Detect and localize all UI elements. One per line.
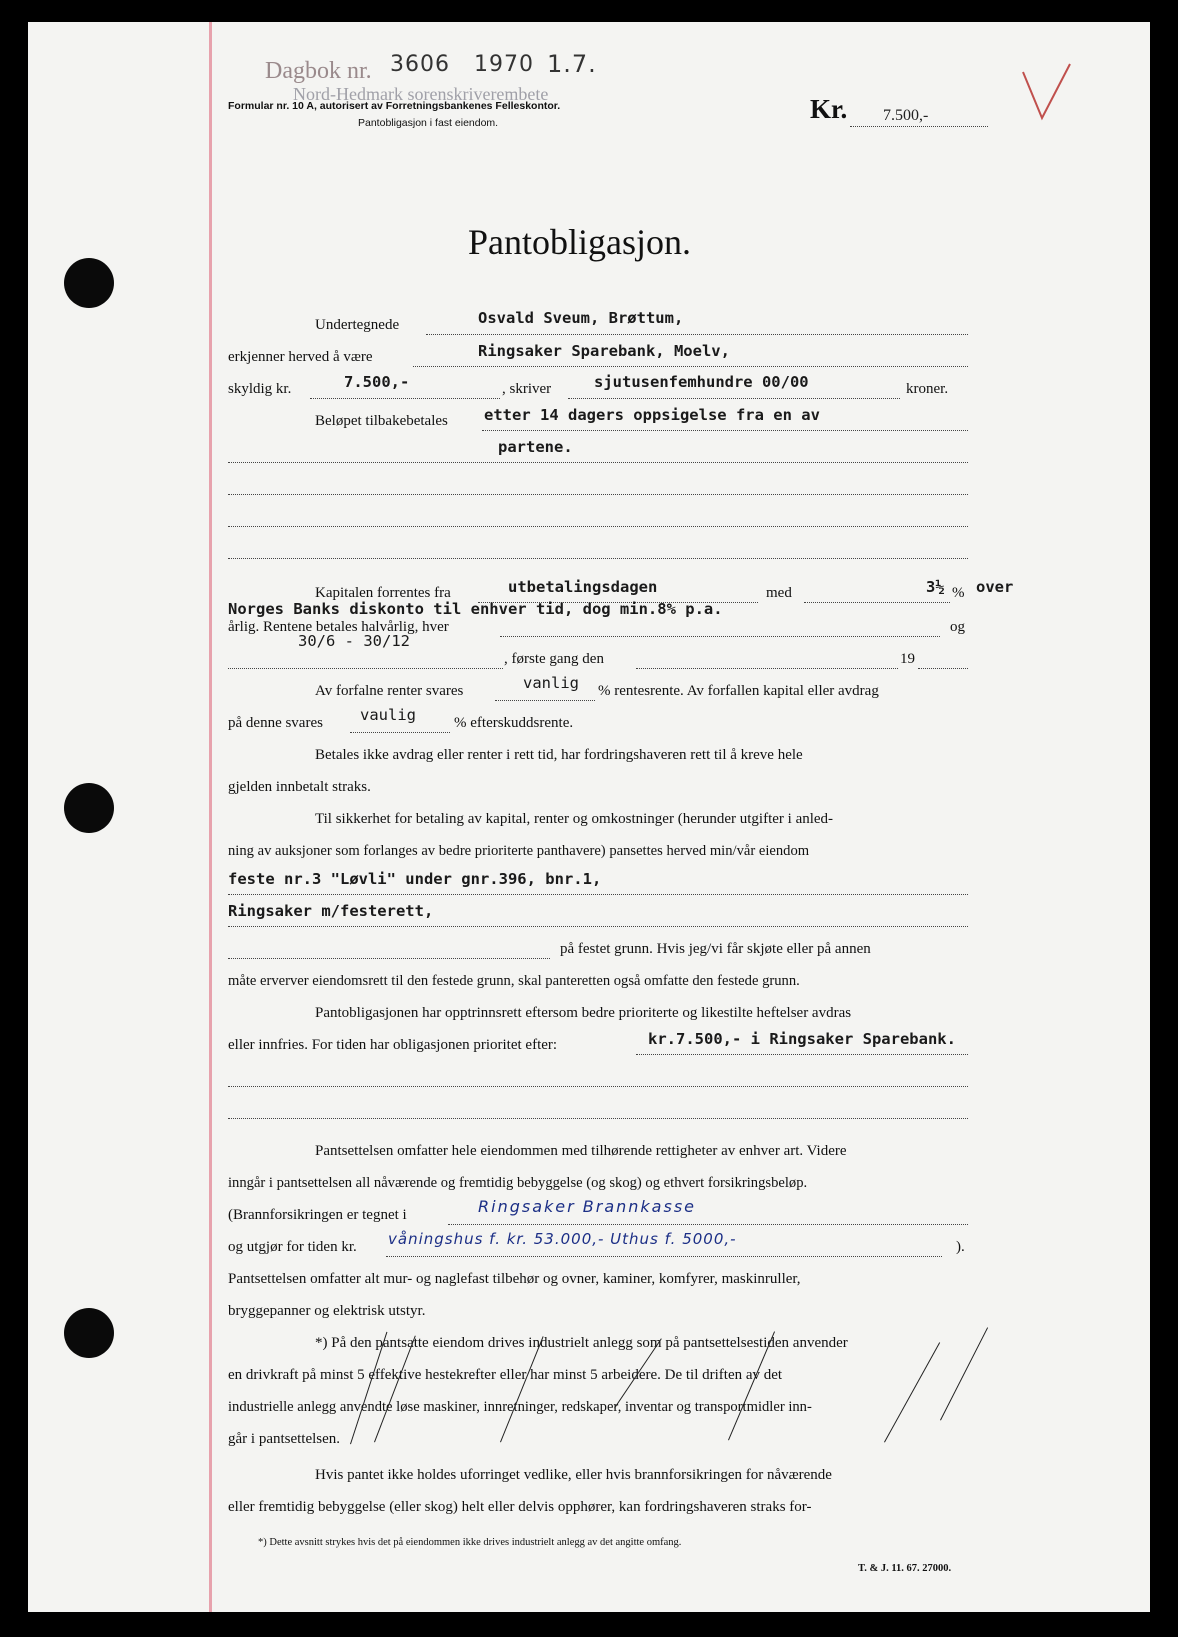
- undertegnede-value: Osvald Sveum, Brøttum,: [478, 309, 684, 327]
- field-line: [228, 1086, 968, 1087]
- field-line: [500, 636, 940, 637]
- formular-line: Formular nr. 10 A, autorisert av Forretningsbankenes Felleskontor.: [228, 100, 561, 112]
- skriver-value: sjutusenfemhundre 00/00: [594, 373, 809, 391]
- med-label: med: [766, 585, 792, 601]
- field-line: [804, 602, 950, 603]
- denne-label: på denne svares: [228, 715, 323, 731]
- industri-line-2: en drivkraft på minst 5 effektive hestekrefter eller har minst 5 arbeidere. De til driften av det: [228, 1367, 783, 1383]
- omfatter-line-2: inngår i pantsettelsen all nåværende og fremtidig bebyggelse (og skog) og ethvert forsikringsbeløp.: [228, 1175, 808, 1191]
- vedlike-line-1: Hvis pantet ikke holdes uforringet vedlike, eller hvis brannforsikringen for nåværende: [315, 1467, 832, 1483]
- belopet-label: Beløpet tilbakebetales: [315, 413, 448, 429]
- field-line: [228, 462, 968, 463]
- erkjenner-value: Ringsaker Sparebank, Moelv,: [478, 342, 730, 360]
- omfatter-line-1: Pantsettelsen omfatter hele eiendommen med tilhørende rettigheter av enhver art. Videre: [315, 1143, 847, 1159]
- field-line: [228, 958, 550, 959]
- field-line: [918, 668, 968, 669]
- document-page: [28, 22, 1150, 1612]
- field-line: [228, 494, 968, 495]
- vedlike-line-2: eller fremtidig bebyggelse (eller skog) helt eller delvis opphører, kan fordringshaveren straks for-: [228, 1499, 812, 1515]
- punch-hole-icon: [64, 258, 114, 308]
- efterskudd-label: % efterskuddsrente.: [454, 715, 574, 731]
- field-line: [636, 1054, 968, 1055]
- field-line: [228, 668, 503, 669]
- field-line: [568, 398, 900, 399]
- sikkerhet-line-2: ning av auksjoner som forlanges av bedre prioriterte panthavere) pansettes herved min/vår eiendom: [228, 843, 810, 859]
- festet-line-2: måte erverver eiendomsrett til den festede grunn, skal panteretten også omfatte den festede grunn.: [228, 973, 800, 989]
- document-title: Pantobligasjon.: [468, 222, 691, 262]
- formular-sub: Pantobligasjon i fast eiendom.: [358, 117, 499, 129]
- mur-line-1: Pantsettelsen omfatter alt mur- og naglefast tilbehør og ovner, kaminer, komfyrer, maskinruller,: [228, 1271, 801, 1287]
- erkjenner-label: erkjenner herved å være: [228, 349, 373, 365]
- field-line: [228, 926, 968, 927]
- amount-label: Kr.: [810, 94, 848, 124]
- eiendom-value-1: feste nr.3 "Løvli" under gnr.396, bnr.1,: [228, 870, 602, 888]
- dagbok-year: 1970: [474, 52, 534, 77]
- over-value: over: [976, 578, 1014, 596]
- field-line: [448, 1224, 968, 1225]
- utgjor-value: våningshus f. kr. 53.000,- Uthus f. 5000,-: [388, 1230, 737, 1248]
- og-label: og: [950, 619, 965, 635]
- skyldig-label: skyldig kr.: [228, 381, 292, 397]
- festet-line-1: på festet grunn. Hvis jeg/vi får skjøte eller på annen: [560, 941, 871, 957]
- strike-mark: [500, 1336, 544, 1442]
- field-line: [386, 1256, 942, 1257]
- strike-mark: [884, 1342, 940, 1442]
- punch-hole-icon: [64, 1308, 114, 1358]
- sikkerhet-line-1: Til sikkerhet for betaling av kapital, renter og omkostninger (herunder utgifter i anled-: [315, 811, 834, 827]
- kapitalen-value: utbetalingsdagen: [508, 578, 658, 596]
- dagbok-label: Dagbok nr.: [265, 58, 372, 84]
- skriver-label: , skriver: [502, 381, 552, 397]
- skyldig-value: 7.500,-: [344, 373, 410, 391]
- amount-value: 7.500,-: [883, 107, 929, 124]
- rate-value: 3½: [926, 578, 945, 596]
- dagbok-number: 3606: [390, 52, 450, 77]
- checkmark-icon: [1018, 60, 1078, 130]
- dagbok-date: 1.7.: [547, 50, 597, 78]
- prioritet-value: kr.7.500,- i Ringsaker Sparebank.: [648, 1030, 956, 1048]
- year-label: 19: [900, 651, 915, 667]
- belopet-value-1: etter 14 dagers oppsigelse fra en av: [484, 406, 820, 424]
- betales-line-2: gjelden innbetalt straks.: [228, 779, 371, 795]
- forste-label: , første gang den: [504, 651, 604, 667]
- eiendom-value-2: Ringsaker m/festerett,: [228, 902, 434, 920]
- field-line: [228, 894, 968, 895]
- brann-value: Ringsaker Brannkasse: [478, 1197, 696, 1216]
- field-line: [495, 700, 595, 701]
- belopet-value-2: partene.: [498, 438, 573, 456]
- brann-label: (Brannforsikringen er tegnet i: [228, 1207, 407, 1223]
- dates-value: 30/6 - 30/12: [298, 632, 410, 650]
- arlig-label: årlig. Rentene betales halvårlig, hver: [228, 619, 449, 635]
- utgjor-label: og utgjør for tiden kr.: [228, 1239, 357, 1255]
- footnote: *) Dette avsnitt strykes hvis det på eiendommen ikke drives industrielt anlegg av det angitte omfang.: [258, 1537, 682, 1548]
- opptrinn-line-1: Pantobligasjonen har opptrinnsrett eftersom bedre prioriterte og likestilte heftelser avdras: [315, 1005, 852, 1021]
- field-line: [350, 732, 450, 733]
- utgjor-close: ).: [956, 1239, 965, 1255]
- industri-line-1: *) På den pantsatte eiendom drives industrielt anlegg som på pantsettelsestiden anvender: [315, 1335, 848, 1351]
- industri-line-4: går i pantsettelsen.: [228, 1431, 341, 1447]
- field-line: [310, 398, 500, 399]
- printer-mark: T. & J. 11. 67. 27000.: [858, 1563, 952, 1574]
- field-line: [426, 334, 968, 335]
- field-line: [636, 668, 898, 669]
- field-line: [228, 526, 968, 527]
- rentesrente-label: % rentesrente. Av forfallen kapital eller avdrag: [598, 683, 879, 699]
- norges-value: Norges Banks diskonto til enhver tid, dog min.8% p.a.: [228, 600, 723, 618]
- opptrinn-line-2: eller innfries. For tiden har obligasjonen prioritet efter:: [228, 1037, 558, 1053]
- industri-line-3: industrielle anlegg anvendte løse maskiner, innretninger, redskaper, inventar og transportmidler inn-: [228, 1399, 812, 1415]
- kapitalen-label: Kapitalen forrentes fra: [315, 585, 451, 601]
- forfalne-value: vanlig: [523, 674, 579, 692]
- mur-line-2: bryggepanner og elektrisk utstyr.: [228, 1303, 426, 1319]
- court-stamp: Nord-Hedmark sorenskriverembete: [293, 84, 549, 104]
- field-line: [413, 366, 968, 367]
- field-line: [482, 430, 968, 431]
- forfalne-label: Av forfalne renter svares: [315, 683, 464, 699]
- denne-value: vaulig: [360, 706, 416, 724]
- undertegnede-label: Undertegnede: [315, 317, 400, 333]
- amount-line: [850, 126, 988, 127]
- field-line: [228, 558, 968, 559]
- field-line: [228, 1118, 968, 1119]
- kroner-label: kroner.: [906, 381, 949, 397]
- betales-line-1: Betales ikke avdrag eller renter i rett tid, har fordringshaveren rett til å kreve hele: [315, 747, 803, 763]
- punch-hole-icon: [64, 783, 114, 833]
- percent-label: %: [952, 585, 965, 601]
- strike-mark: [940, 1327, 988, 1420]
- margin-line: [209, 22, 212, 1612]
